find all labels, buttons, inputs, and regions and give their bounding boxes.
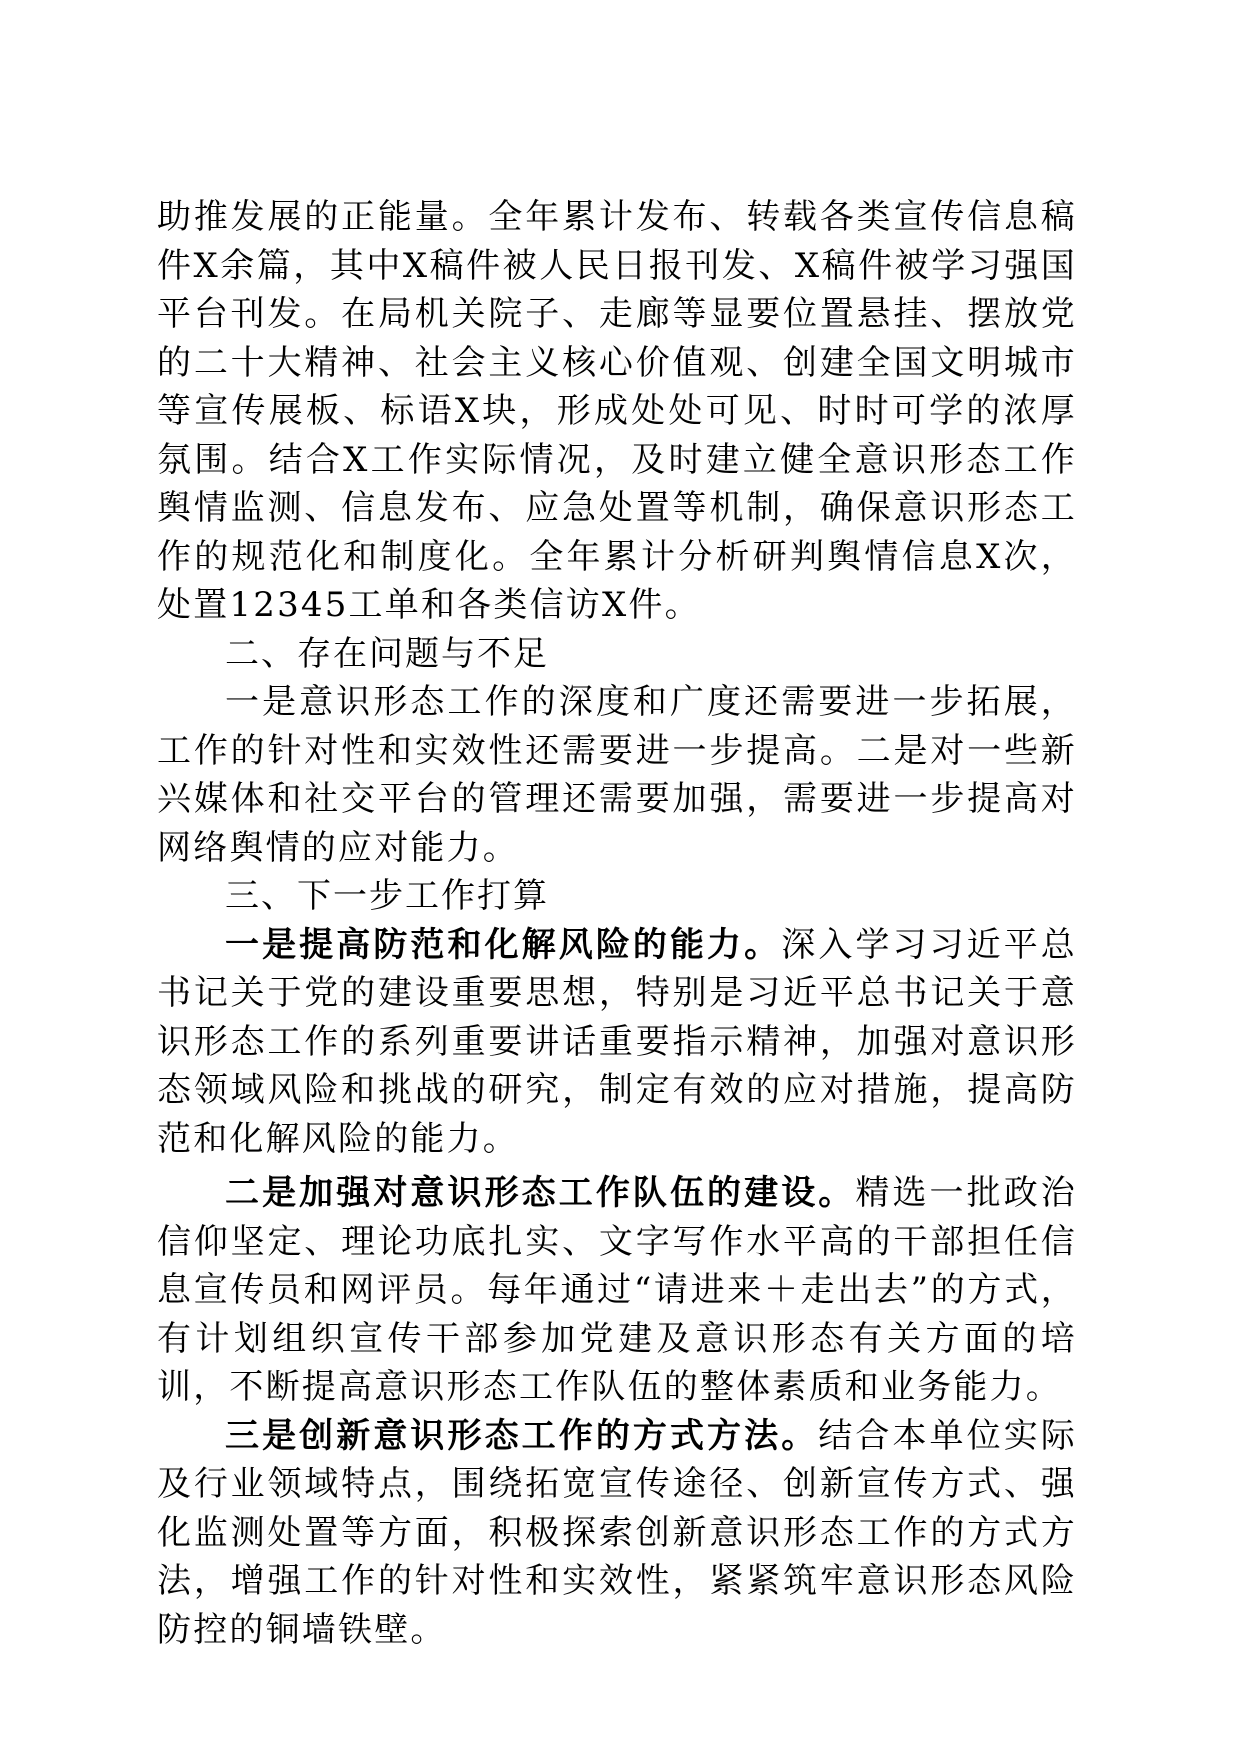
plan-item-1: [157, 921, 1077, 1164]
plan-item-2-text: 精选一批政治信仰坚定、理论功底扎实、文字写作水平高的干部担任信息宣传员和网评员。每年通过“请进来＋走出去”的方式，有计划组织宣传干部参加党建及意识形态有关方面的培训，不断提高意识形态工作队伍的整体素质和业务能力。: [157, 1173, 1077, 1407]
section-2-body: 一是意识形态工作的深度和广度还需要进一步拓展，工作的针对性和实效性还需要进一步提高。二是对一些新兴媒体和社交平台的管理还需要加强，需要进一步提高对网络舆情的应对能力。: [157, 682, 1077, 868]
section-3-heading: 三、下一步工作打算: [225, 876, 549, 916]
plan-item-3: [157, 1412, 1077, 1655]
intro-paragraph: 助推发展的正能量。全年累计发布、转载各类宣传信息稿件X余篇，其中X稿件被人民日报刊发、X稿件被学习强国平台刊发。在局机关院子、走廊等显要位置悬挂、摆放党的二十大精神、社会主义核心价值观、创建全国文明城市等宣传展板、标语X块，形成处处可见、时时可学的浓厚氛围。结合X工作实际情况，及时建立健全意识形态工作舆情监测、信息发布、应急处置等机制，确保意识形态工作的规范化和制度化。全年累计分析研判舆情信息X次，处置12345工单和各类信访X件。: [157, 197, 1077, 625]
plan-item-2-lead: 二是加强对意识形态工作队伍的建设。: [225, 1173, 856, 1213]
plan-item-1-lead: 一是提高防范和化解风险的能力。: [225, 924, 782, 965]
plan-item-1-text: 深入学习习近平总书记关于党的建设重要思想，特别是习近平总书记关于意识形态工作的系列重要讲话重要指示精神，加强对意识形态领域风险和挑战的研究，制定有效的应对措施，提高防范和化解风险的能力。: [157, 924, 1078, 1159]
plan-item-3-text: 结合本单位实际及行业领域特点，围绕拓宽宣传途径、创新宣传方式、强化监测处置等方面，积极探索创新意识形态工作的方式方法，增强工作的针对性和实效性，紧紧筑牢意识形态风险防控的铜墙铁壁。: [157, 1415, 1078, 1650]
plan-item-2: [157, 1169, 1077, 1412]
section-2-heading: 二、存在问题与不足: [225, 633, 549, 674]
plan-item-3-lead: 三是创新意识形态工作的方式方法。: [225, 1415, 819, 1456]
document-body: [157, 193, 1077, 1654]
